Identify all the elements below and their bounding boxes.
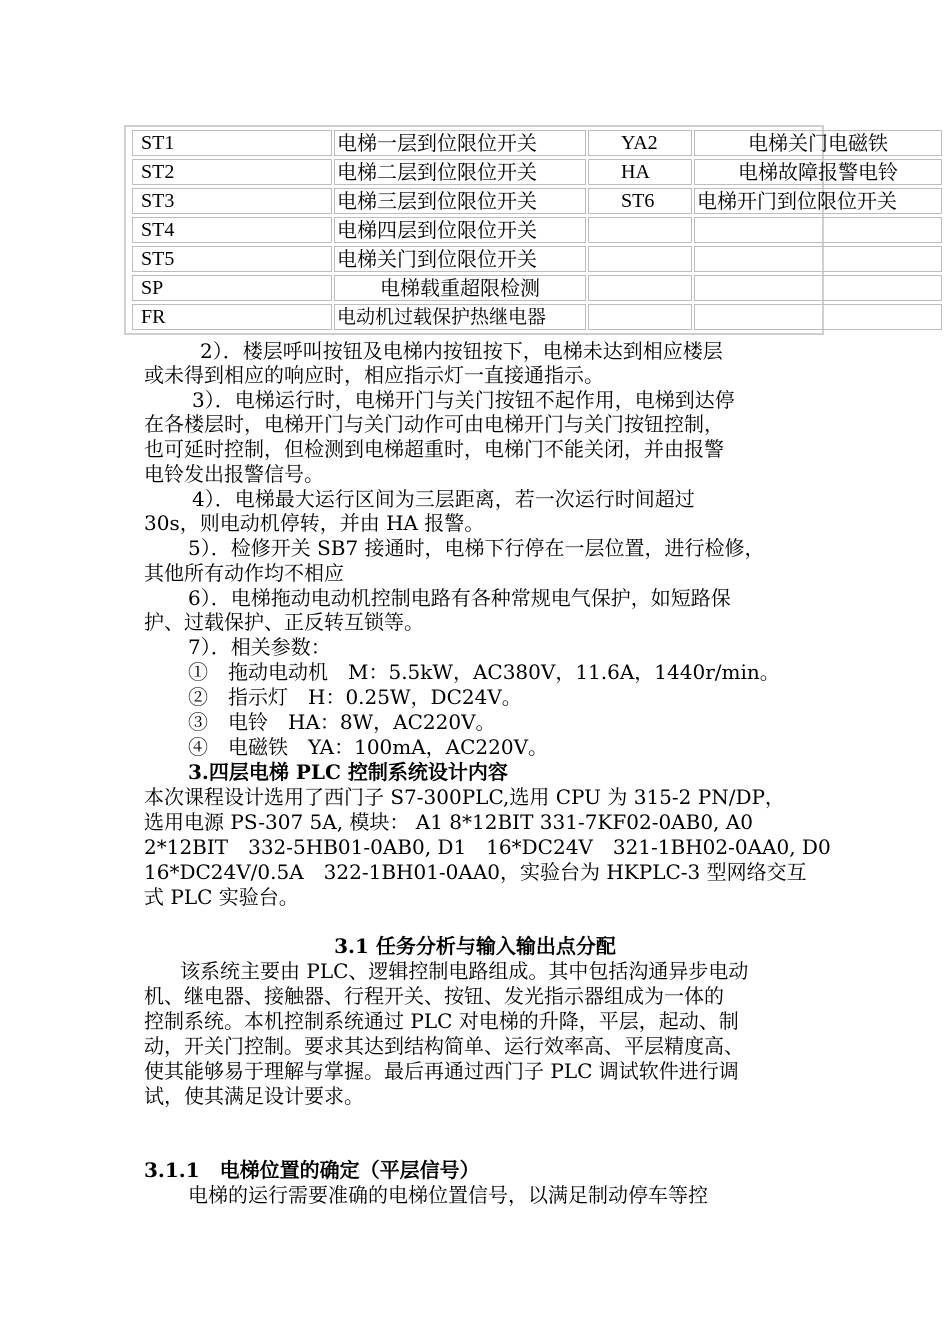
table-cell bbox=[694, 246, 942, 272]
text-line: 机、继电器、接触器、行程开关、按钮、发光指示器组成为一体的 bbox=[144, 984, 724, 1008]
table-cell: 电梯一层到位限位开关 bbox=[334, 130, 586, 156]
table-cell bbox=[588, 217, 692, 243]
table-cell bbox=[588, 246, 692, 272]
text-line: 选用电源 PS-307 5A, 模块： A1 8*12BIT 331-7KF02-0AB0, A0 bbox=[144, 810, 753, 834]
table-cell: 电梯三层到位限位开关 bbox=[334, 188, 586, 214]
io-table bbox=[124, 125, 898, 335]
table-cell bbox=[694, 217, 942, 243]
table-cell: ST5 bbox=[132, 246, 332, 272]
table-cell: 电动机过载保护热继电器 bbox=[334, 304, 586, 330]
text-line: 3）．电梯运行时，电梯开门与关门按钮不起作用，电梯到达停 bbox=[192, 388, 735, 412]
table-cell bbox=[588, 275, 692, 301]
table-cell: 电梯载重超限检测 bbox=[334, 275, 586, 301]
text-line: 在各楼层时，电梯开门与关门动作可由电梯开门与关门按钮控制， bbox=[144, 412, 724, 436]
table-cell: ST6 bbox=[588, 188, 692, 214]
parameter-item: ③ 电铃 HA：8W，AC220V。 bbox=[188, 710, 496, 734]
text-line: 16*DC24V/0.5A 322-1BH01-0AA0，实验台为 HKPLC-3 型网络交互 bbox=[144, 860, 807, 884]
text-line: 5）．检修开关 SB7 接通时，电梯下行停在一层位置，进行检修， bbox=[188, 536, 765, 560]
table-cell: 电梯四层到位限位开关 bbox=[334, 217, 586, 243]
text-line: 电铃发出报警信号。 bbox=[144, 462, 324, 486]
table-cell: 电梯开门到位限位开关 bbox=[694, 188, 942, 214]
text-line: 7）．相关参数： bbox=[188, 635, 331, 659]
table-cell: YA2 bbox=[588, 130, 692, 156]
table-cell: ST4 bbox=[132, 217, 332, 243]
table-cell bbox=[694, 275, 942, 301]
text-line: 4）．电梯最大运行区间为三层距离，若一次运行时间超过 bbox=[192, 487, 695, 511]
section-heading: 3.四层电梯 PLC 控制系统设计内容 bbox=[188, 760, 508, 784]
table-cell: HA bbox=[588, 159, 692, 185]
table-cell bbox=[694, 304, 942, 330]
subsubsection-heading: 3.1.1 电梯位置的确定（平层信号） bbox=[144, 1158, 480, 1182]
table-cell: 电梯关门电磁铁 bbox=[694, 130, 942, 156]
text-line: 控制系统。本机控制系统通过 PLC 对电梯的升降，平层，起动、制 bbox=[144, 1009, 739, 1033]
table-cell: ST3 bbox=[132, 188, 332, 214]
text-line: 式 PLC 实验台。 bbox=[144, 885, 299, 909]
table-cell: 电梯故障报警电铃 bbox=[694, 159, 942, 185]
text-line: 动，开关门控制。要求其达到结构简单、运行效率高、平层精度高、 bbox=[144, 1034, 744, 1058]
text-line: 电梯的运行需要准确的电梯位置信号，以满足制动停车等控 bbox=[188, 1183, 708, 1207]
text-line: 护、过载保护、正反转互锁等。 bbox=[144, 610, 424, 634]
text-line: 本次课程设计选用了西门子 S7-300PLC,选用 CPU 为 315-2 PN/DP， bbox=[144, 785, 785, 809]
text-line: 也可延时控制，但检测到电梯超重时，电梯门不能关闭，并由报警 bbox=[144, 437, 724, 461]
text-line: 2*12BIT 332-5HB01-0AB0, D1 16*DC24V 321-1BH02-0AA0, D0 bbox=[144, 835, 831, 859]
parameter-item: ① 拖动电动机 M：5.5kW，AC380V，11.6A，1440r/min。 bbox=[188, 660, 780, 684]
table-cell: SP bbox=[132, 275, 332, 301]
table-cell: 电梯关门到位限位开关 bbox=[334, 246, 586, 272]
text-line: 其他所有动作均不相应 bbox=[144, 561, 344, 585]
parameter-item: ② 指示灯 H：0.25W，DC24V。 bbox=[188, 685, 522, 709]
table-cell: ST2 bbox=[132, 159, 332, 185]
table-cell: 电梯二层到位限位开关 bbox=[334, 159, 586, 185]
text-line: 6）．电梯拖动电动机控制电路有各种常规电气保护，如短路保 bbox=[188, 586, 731, 610]
parameter-item: ④ 电磁铁 YA：100mA，AC220V。 bbox=[188, 735, 549, 759]
text-line: 使其能够易于理解与掌握。最后再通过西门子 PLC 调试软件进行调 bbox=[144, 1059, 739, 1083]
text-line: 该系统主要由 PLC、逻辑控制电路组成。其中包括沟通异步电动 bbox=[180, 959, 749, 983]
subsection-heading: 3.1 任务分析与输入输出点分配 bbox=[334, 934, 616, 958]
table-cell: FR bbox=[132, 304, 332, 330]
text-line: 30s，则电动机停转，并由 HA 报警。 bbox=[144, 511, 485, 535]
text-line: 2）．楼层呼叫按钮及电梯内按钮按下，电梯未达到相应楼层 bbox=[200, 339, 723, 363]
table-cell bbox=[588, 304, 692, 330]
table-cell: ST1 bbox=[132, 130, 332, 156]
text-line: 或未得到相应的响应时，相应指示灯一直接通指示。 bbox=[144, 363, 604, 387]
text-line: 试，使其满足设计要求。 bbox=[144, 1084, 364, 1108]
